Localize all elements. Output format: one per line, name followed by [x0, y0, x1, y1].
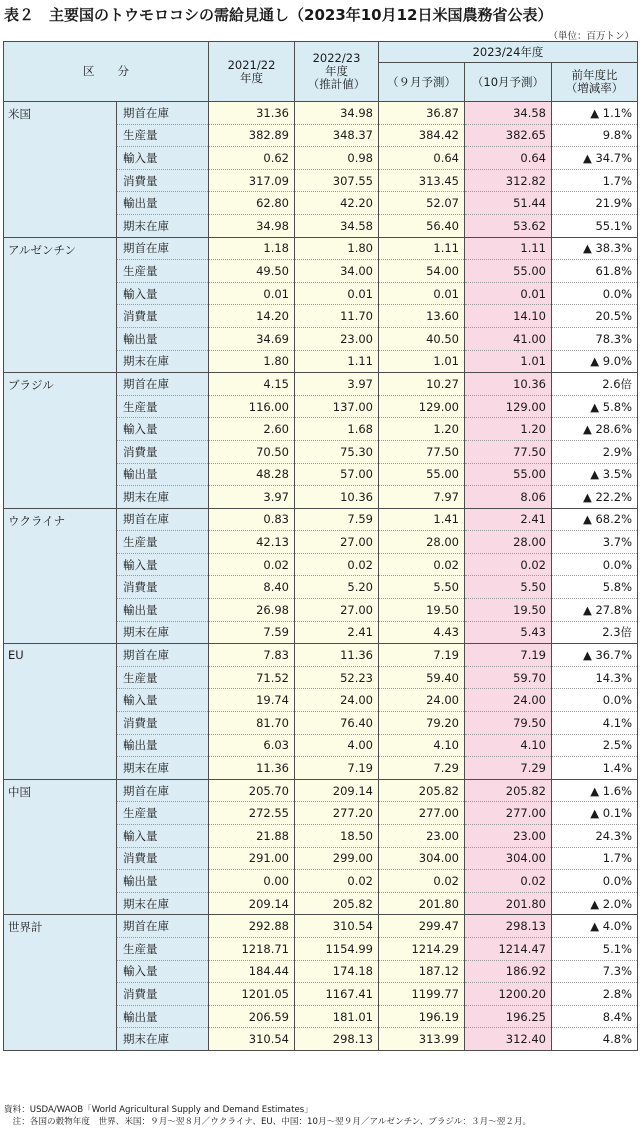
item-cell: 期首在庫	[117, 644, 209, 667]
table-row	[4, 508, 638, 531]
value-2022-cell: 7.59	[295, 508, 379, 531]
item-cell: 輸出量	[117, 870, 209, 893]
value-2021-cell: 62.80	[209, 192, 295, 215]
change-cell: ▲ 36.7%	[552, 644, 638, 667]
value-2022-cell: 0.02	[295, 553, 379, 576]
value-2021-cell: 19.74	[209, 689, 295, 712]
table-row	[4, 237, 638, 260]
value-oct-cell: 7.19	[465, 644, 552, 667]
country-cell: EU	[4, 644, 117, 780]
item-cell: 輸出量	[117, 599, 209, 622]
value-sep-cell: 24.00	[379, 689, 465, 712]
change-cell: 0.0%	[552, 282, 638, 305]
value-sep-cell: 1.41	[379, 508, 465, 531]
value-2021-cell: 31.36	[209, 102, 295, 125]
value-2022-cell: 348.37	[295, 124, 379, 147]
value-2021-cell: 0.00	[209, 870, 295, 893]
value-oct-cell: 51.44	[465, 192, 552, 215]
value-2021-cell: 2.60	[209, 418, 295, 441]
change-cell: 0.0%	[552, 553, 638, 576]
item-cell: 輸出量	[117, 1005, 209, 1028]
change-cell: 2.5%	[552, 734, 638, 757]
value-2021-cell: 1218.71	[209, 937, 295, 960]
change-cell: 5.8%	[552, 576, 638, 599]
item-cell: 生産量	[117, 802, 209, 825]
value-2021-cell: 205.70	[209, 779, 295, 802]
item-cell: 期末在庫	[117, 892, 209, 915]
value-2022-cell: 181.01	[295, 1005, 379, 1028]
country-cell: ウクライナ	[4, 508, 117, 644]
value-2022-cell: 277.20	[295, 802, 379, 825]
change-cell: 2.3倍	[552, 621, 638, 644]
value-2022-cell: 310.54	[295, 915, 379, 938]
item-cell: 消費量	[117, 169, 209, 192]
value-2021-cell: 14.20	[209, 305, 295, 328]
value-2022-cell: 0.01	[295, 282, 379, 305]
value-2021-cell: 11.36	[209, 757, 295, 780]
change-cell: 3.7%	[552, 531, 638, 554]
item-cell: 輸出量	[117, 327, 209, 350]
value-2022-cell: 11.70	[295, 305, 379, 328]
value-sep-cell: 201.80	[379, 892, 465, 915]
fiscal-year-note: 注：各国の穀物年度 世界、米国：９月～翌８月／ウクライナ、EU、中国：10月～翌９月／アルゼンチン、ブラジル：３月～翌２月。	[4, 1117, 532, 1127]
value-sep-cell: 1214.29	[379, 937, 465, 960]
value-sep-cell: 1.11	[379, 237, 465, 260]
value-2021-cell: 292.88	[209, 915, 295, 938]
supply-demand-table	[3, 41, 638, 1051]
value-oct-cell: 7.29	[465, 757, 552, 780]
table-title: 表２ 主要国のトウモロコシの需給見通し（2023年10月12日米国農務省公表）	[4, 6, 553, 24]
value-2022-cell: 23.00	[295, 327, 379, 350]
item-cell: 消費量	[117, 440, 209, 463]
value-2021-cell: 382.89	[209, 124, 295, 147]
item-cell: 生産量	[117, 937, 209, 960]
value-2021-cell: 272.55	[209, 802, 295, 825]
change-cell: 5.1%	[552, 937, 638, 960]
value-oct-cell: 24.00	[465, 689, 552, 712]
value-2021-cell: 1201.05	[209, 983, 295, 1006]
item-cell: 消費量	[117, 712, 209, 735]
value-2022-cell: 1.11	[295, 350, 379, 373]
value-sep-cell: 7.29	[379, 757, 465, 780]
value-sep-cell: 299.47	[379, 915, 465, 938]
value-sep-cell: 36.87	[379, 102, 465, 125]
value-sep-cell: 1.01	[379, 350, 465, 373]
value-2022-cell: 34.98	[295, 102, 379, 125]
value-2022-cell: 2.41	[295, 621, 379, 644]
change-cell: 1.4%	[552, 757, 638, 780]
value-oct-cell: 0.01	[465, 282, 552, 305]
table-row	[4, 779, 638, 802]
value-sep-cell: 384.42	[379, 124, 465, 147]
table-row	[4, 102, 638, 125]
item-cell: 期末在庫	[117, 621, 209, 644]
header-2023-group: 2023/24年度	[379, 42, 638, 63]
table-row	[4, 915, 638, 938]
item-cell: 生産量	[117, 260, 209, 283]
value-2022-cell: 299.00	[295, 847, 379, 870]
item-cell: 輸出量	[117, 192, 209, 215]
value-2022-cell: 174.18	[295, 960, 379, 983]
change-cell: ▲ 1.1%	[552, 102, 638, 125]
value-sep-cell: 1.20	[379, 418, 465, 441]
value-2022-cell: 4.00	[295, 734, 379, 757]
value-2022-cell: 137.00	[295, 395, 379, 418]
value-oct-cell: 1.20	[465, 418, 552, 441]
item-cell: 期首在庫	[117, 508, 209, 531]
value-oct-cell: 23.00	[465, 825, 552, 848]
value-2021-cell: 1.18	[209, 237, 295, 260]
item-cell: 輸出量	[117, 734, 209, 757]
value-oct-cell: 0.02	[465, 870, 552, 893]
change-cell: ▲ 68.2%	[552, 508, 638, 531]
value-oct-cell: 201.80	[465, 892, 552, 915]
change-cell: ▲ 22.2%	[552, 486, 638, 509]
value-oct-cell: 1.11	[465, 237, 552, 260]
value-2022-cell: 24.00	[295, 689, 379, 712]
change-cell: ▲ 0.1%	[552, 802, 638, 825]
item-cell: 生産量	[117, 531, 209, 554]
item-cell: 消費量	[117, 847, 209, 870]
value-oct-cell: 5.43	[465, 621, 552, 644]
item-cell: 輸入量	[117, 825, 209, 848]
value-2021-cell: 71.52	[209, 666, 295, 689]
value-oct-cell: 129.00	[465, 395, 552, 418]
value-sep-cell: 40.50	[379, 327, 465, 350]
item-cell: 期末在庫	[117, 486, 209, 509]
value-2021-cell: 0.01	[209, 282, 295, 305]
value-sep-cell: 55.00	[379, 463, 465, 486]
value-oct-cell: 34.58	[465, 102, 552, 125]
value-oct-cell: 28.00	[465, 531, 552, 554]
value-2022-cell: 34.58	[295, 214, 379, 237]
value-oct-cell: 0.64	[465, 147, 552, 170]
value-2022-cell: 298.13	[295, 1028, 379, 1051]
value-sep-cell: 4.43	[379, 621, 465, 644]
change-cell: 78.3%	[552, 327, 638, 350]
value-2021-cell: 48.28	[209, 463, 295, 486]
value-2022-cell: 34.00	[295, 260, 379, 283]
item-cell: 輸入量	[117, 418, 209, 441]
header-yoy-change: 前年度比 （増減率）	[552, 63, 638, 102]
value-sep-cell: 54.00	[379, 260, 465, 283]
value-sep-cell: 277.00	[379, 802, 465, 825]
value-sep-cell: 0.02	[379, 553, 465, 576]
change-cell: 61.8%	[552, 260, 638, 283]
value-2021-cell: 206.59	[209, 1005, 295, 1028]
change-cell: 2.9%	[552, 440, 638, 463]
value-2021-cell: 7.83	[209, 644, 295, 667]
value-oct-cell: 312.82	[465, 169, 552, 192]
value-2021-cell: 184.44	[209, 960, 295, 983]
change-cell: 14.3%	[552, 666, 638, 689]
value-oct-cell: 298.13	[465, 915, 552, 938]
value-sep-cell: 52.07	[379, 192, 465, 215]
item-cell: 期末在庫	[117, 1028, 209, 1051]
value-2022-cell: 307.55	[295, 169, 379, 192]
value-oct-cell: 77.50	[465, 440, 552, 463]
change-cell: ▲ 34.7%	[552, 147, 638, 170]
value-oct-cell: 79.50	[465, 712, 552, 735]
item-cell: 輸入量	[117, 282, 209, 305]
value-2022-cell: 75.30	[295, 440, 379, 463]
value-2022-cell: 52.23	[295, 666, 379, 689]
value-oct-cell: 41.00	[465, 327, 552, 350]
value-sep-cell: 187.12	[379, 960, 465, 983]
value-2021-cell: 3.97	[209, 486, 295, 509]
value-2021-cell: 8.40	[209, 576, 295, 599]
value-sep-cell: 196.19	[379, 1005, 465, 1028]
change-cell: 8.4%	[552, 1005, 638, 1028]
value-2022-cell: 76.40	[295, 712, 379, 735]
item-cell: 生産量	[117, 124, 209, 147]
change-cell: 21.9%	[552, 192, 638, 215]
change-cell: 2.8%	[552, 983, 638, 1006]
item-cell: 消費量	[117, 305, 209, 328]
value-2021-cell: 317.09	[209, 169, 295, 192]
value-sep-cell: 7.19	[379, 644, 465, 667]
value-oct-cell: 186.92	[465, 960, 552, 983]
value-2022-cell: 0.98	[295, 147, 379, 170]
value-2021-cell: 209.14	[209, 892, 295, 915]
value-oct-cell: 5.50	[465, 576, 552, 599]
source-note: 資料：USDA/WAOB「World Agricultural Supply and Demand Estimates」	[4, 1105, 313, 1115]
change-cell: ▲ 4.0%	[552, 915, 638, 938]
item-cell: 生産量	[117, 395, 209, 418]
item-cell: 期首在庫	[117, 779, 209, 802]
change-cell: ▲ 2.0%	[552, 892, 638, 915]
value-2022-cell: 42.20	[295, 192, 379, 215]
value-sep-cell: 77.50	[379, 440, 465, 463]
value-oct-cell: 304.00	[465, 847, 552, 870]
value-2021-cell: 310.54	[209, 1028, 295, 1051]
value-sep-cell: 59.40	[379, 666, 465, 689]
header-category: 区 分	[4, 42, 209, 102]
change-cell: ▲ 5.8%	[552, 395, 638, 418]
value-2021-cell: 116.00	[209, 395, 295, 418]
value-sep-cell: 0.01	[379, 282, 465, 305]
header-2021: 2021/22 年度	[209, 42, 295, 102]
value-oct-cell: 55.00	[465, 260, 552, 283]
table-body	[4, 102, 638, 1051]
header-sep-forecast: （９月予測）	[379, 63, 465, 102]
value-oct-cell: 53.62	[465, 214, 552, 237]
item-cell: 期首在庫	[117, 237, 209, 260]
value-2022-cell: 5.20	[295, 576, 379, 599]
value-2022-cell: 1.80	[295, 237, 379, 260]
item-cell: 輸入量	[117, 147, 209, 170]
item-cell: 期末在庫	[117, 757, 209, 780]
value-oct-cell: 2.41	[465, 508, 552, 531]
change-cell: 55.1%	[552, 214, 638, 237]
country-cell: 米国	[4, 102, 117, 238]
change-cell: 0.0%	[552, 689, 638, 712]
value-2022-cell: 7.19	[295, 757, 379, 780]
country-cell: ブラジル	[4, 373, 117, 509]
value-oct-cell: 59.70	[465, 666, 552, 689]
value-2021-cell: 34.98	[209, 214, 295, 237]
change-cell: 7.3%	[552, 960, 638, 983]
value-2021-cell: 0.62	[209, 147, 295, 170]
change-cell: 4.1%	[552, 712, 638, 735]
item-cell: 生産量	[117, 666, 209, 689]
value-2021-cell: 81.70	[209, 712, 295, 735]
value-2022-cell: 0.02	[295, 870, 379, 893]
value-sep-cell: 0.02	[379, 870, 465, 893]
item-cell: 期首在庫	[117, 915, 209, 938]
value-2022-cell: 27.00	[295, 599, 379, 622]
value-sep-cell: 79.20	[379, 712, 465, 735]
value-2021-cell: 0.02	[209, 553, 295, 576]
value-2022-cell: 18.50	[295, 825, 379, 848]
country-cell: 中国	[4, 779, 117, 915]
table-row	[4, 373, 638, 396]
item-cell: 期末在庫	[117, 350, 209, 373]
value-sep-cell: 1199.77	[379, 983, 465, 1006]
value-oct-cell: 4.10	[465, 734, 552, 757]
header-2022: 2022/23 年度 （推計値）	[295, 42, 379, 102]
value-2022-cell: 209.14	[295, 779, 379, 802]
value-sep-cell: 0.64	[379, 147, 465, 170]
value-sep-cell: 205.82	[379, 779, 465, 802]
country-cell: 世界計	[4, 915, 117, 1051]
item-cell: 輸入量	[117, 960, 209, 983]
value-oct-cell: 0.02	[465, 553, 552, 576]
value-sep-cell: 10.27	[379, 373, 465, 396]
value-oct-cell: 1.01	[465, 350, 552, 373]
change-cell: 9.8%	[552, 124, 638, 147]
value-sep-cell: 129.00	[379, 395, 465, 418]
value-sep-cell: 56.40	[379, 214, 465, 237]
value-2021-cell: 4.15	[209, 373, 295, 396]
change-cell: 4.8%	[552, 1028, 638, 1051]
item-cell: 輸入量	[117, 553, 209, 576]
value-2022-cell: 27.00	[295, 531, 379, 554]
value-2022-cell: 1167.41	[295, 983, 379, 1006]
value-sep-cell: 313.99	[379, 1028, 465, 1051]
value-sep-cell: 313.45	[379, 169, 465, 192]
item-cell: 期首在庫	[117, 102, 209, 125]
value-oct-cell: 205.82	[465, 779, 552, 802]
value-2022-cell: 11.36	[295, 644, 379, 667]
value-2022-cell: 205.82	[295, 892, 379, 915]
value-2021-cell: 70.50	[209, 440, 295, 463]
value-oct-cell: 196.25	[465, 1005, 552, 1028]
value-2021-cell: 42.13	[209, 531, 295, 554]
value-oct-cell: 277.00	[465, 802, 552, 825]
value-sep-cell: 4.10	[379, 734, 465, 757]
value-oct-cell: 1200.20	[465, 983, 552, 1006]
value-sep-cell: 13.60	[379, 305, 465, 328]
value-oct-cell: 312.40	[465, 1028, 552, 1051]
value-sep-cell: 23.00	[379, 825, 465, 848]
change-cell: 24.3%	[552, 825, 638, 848]
value-2022-cell: 1154.99	[295, 937, 379, 960]
change-cell: 2.6倍	[552, 373, 638, 396]
value-sep-cell: 304.00	[379, 847, 465, 870]
value-oct-cell: 55.00	[465, 463, 552, 486]
value-oct-cell: 8.06	[465, 486, 552, 509]
item-cell: 消費量	[117, 576, 209, 599]
value-2021-cell: 6.03	[209, 734, 295, 757]
change-cell: ▲ 3.5%	[552, 463, 638, 486]
value-2021-cell: 21.88	[209, 825, 295, 848]
value-oct-cell: 19.50	[465, 599, 552, 622]
item-cell: 消費量	[117, 983, 209, 1006]
value-2022-cell: 3.97	[295, 373, 379, 396]
value-2021-cell: 7.59	[209, 621, 295, 644]
change-cell: 20.5%	[552, 305, 638, 328]
value-2022-cell: 10.36	[295, 486, 379, 509]
value-sep-cell: 5.50	[379, 576, 465, 599]
value-2021-cell: 0.83	[209, 508, 295, 531]
item-cell: 輸入量	[117, 689, 209, 712]
country-cell: アルゼンチン	[4, 237, 117, 373]
value-oct-cell: 1214.47	[465, 937, 552, 960]
value-2021-cell: 49.50	[209, 260, 295, 283]
table-notes	[4, 1104, 531, 1128]
change-cell: 0.0%	[552, 870, 638, 893]
change-cell: ▲ 28.6%	[552, 418, 638, 441]
value-oct-cell: 14.10	[465, 305, 552, 328]
item-cell: 期末在庫	[117, 214, 209, 237]
value-2021-cell: 34.69	[209, 327, 295, 350]
unit-label: （単位：百万トン）	[548, 31, 634, 42]
value-sep-cell: 7.97	[379, 486, 465, 509]
change-cell: 1.7%	[552, 847, 638, 870]
item-cell: 期首在庫	[117, 373, 209, 396]
header-oct-forecast: （10月予測）	[465, 63, 552, 102]
change-cell: ▲ 27.8%	[552, 599, 638, 622]
change-cell: ▲ 1.6%	[552, 779, 638, 802]
table-row	[4, 644, 638, 667]
change-cell: 1.7%	[552, 169, 638, 192]
item-cell: 輸出量	[117, 463, 209, 486]
change-cell: ▲ 9.0%	[552, 350, 638, 373]
value-2021-cell: 26.98	[209, 599, 295, 622]
value-oct-cell: 382.65	[465, 124, 552, 147]
value-2022-cell: 1.68	[295, 418, 379, 441]
value-oct-cell: 10.36	[465, 373, 552, 396]
value-2021-cell: 291.00	[209, 847, 295, 870]
value-2021-cell: 1.80	[209, 350, 295, 373]
value-sep-cell: 28.00	[379, 531, 465, 554]
value-sep-cell: 19.50	[379, 599, 465, 622]
change-cell: ▲ 38.3%	[552, 237, 638, 260]
value-2022-cell: 57.00	[295, 463, 379, 486]
